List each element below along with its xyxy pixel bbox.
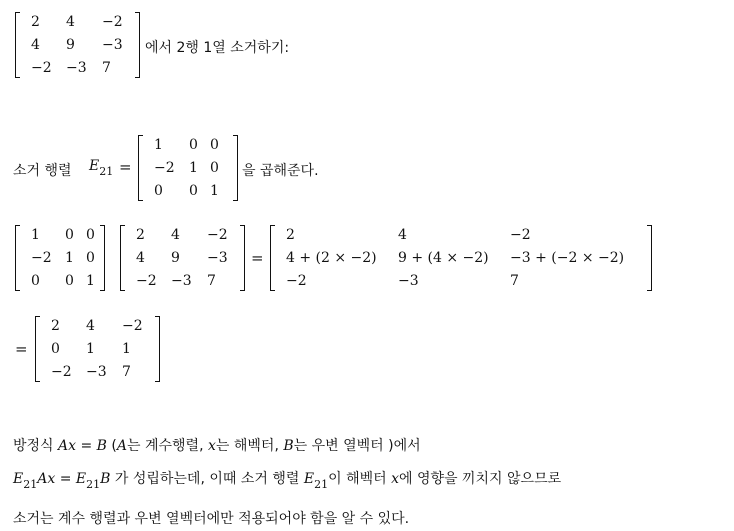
section1-caption: 에서 2행 1열 소거하기: xyxy=(145,40,290,56)
matrix-cell: 1 xyxy=(122,341,131,357)
matrix-cell: 9 xyxy=(171,250,180,266)
matrix-e21-definition xyxy=(138,135,238,201)
matrix-cell: −2 xyxy=(102,14,123,30)
matrix-e21-product xyxy=(15,225,105,291)
matrix-a-product xyxy=(120,225,245,291)
explanation-line-3: 소거는 계수 행렬과 우변 열벡터에만 적용되어야 함을 알 수 있다. xyxy=(13,511,410,527)
matrix-cell: 4 xyxy=(66,14,75,30)
right-bracket xyxy=(240,225,245,291)
explanation-line-1: 방정식 Ax = B (A는 계수행렬, x는 해벡터, B는 우변 열벡터 )에서 xyxy=(13,438,421,454)
matrix-cell: −3 xyxy=(86,364,107,380)
matrix-cell: −3 xyxy=(207,250,228,266)
left-bracket xyxy=(35,316,40,382)
matrix-cell: 1 xyxy=(86,341,95,357)
left-bracket xyxy=(120,225,125,291)
matrix-cell: 0 xyxy=(65,273,74,289)
explanation-line-2: $E_{21}Ax = E_{21}B$ 가 성립하는데, 이때 소거 행렬 $E_{21}$이 해벡터 x에 영향을 끼치지 않으므로 xyxy=(13,471,562,491)
matrix-cell: 0 xyxy=(31,273,40,289)
e21-symbol: $E_{21}$ xyxy=(89,158,114,178)
matrix-cell: 0 xyxy=(210,137,219,153)
matrix-result xyxy=(35,316,160,382)
matrix-cell: 4 xyxy=(31,37,40,53)
matrix-cell: 7 xyxy=(207,273,216,289)
matrix-cell: −2 xyxy=(286,273,307,289)
matrix-cell: 2 xyxy=(31,14,40,30)
matrix-cell: −3 xyxy=(398,273,419,289)
matrix-cell: 0 xyxy=(189,183,198,199)
left-bracket xyxy=(138,135,143,201)
matrix-cell: −2 xyxy=(136,273,157,289)
matrix-cell: 0 xyxy=(86,250,95,266)
matrix-cell: −2 xyxy=(207,227,228,243)
matrix-cell: 1 xyxy=(210,183,219,199)
equals-sign: = xyxy=(15,340,28,358)
matrix-cell: 0 xyxy=(51,341,60,357)
matrix-cell: −3 + (−2 × −2) xyxy=(510,250,625,266)
right-bracket xyxy=(647,225,652,291)
left-bracket xyxy=(270,225,275,291)
matrix-cell: −2 xyxy=(31,250,52,266)
right-bracket xyxy=(100,225,105,291)
matrix-cell: −2 xyxy=(122,318,143,334)
matrix-cell: −3 xyxy=(66,60,87,76)
matrix-cell: 4 xyxy=(171,227,180,243)
matrix-cell: 9 + (4 × −2) xyxy=(398,250,489,266)
matrix-cell: 2 xyxy=(51,318,60,334)
matrix-cell: 7 xyxy=(102,60,111,76)
matrix-expanded xyxy=(270,225,652,291)
left-bracket xyxy=(15,225,20,291)
matrix-cell: 1 xyxy=(31,227,40,243)
matrix-cell: 9 xyxy=(66,37,75,53)
right-bracket xyxy=(233,135,238,201)
matrix-cell: −3 xyxy=(102,37,123,53)
matrix-cell: −2 xyxy=(51,364,72,380)
left-bracket xyxy=(15,12,20,78)
matrix-cell: 0 xyxy=(86,227,95,243)
matrix-cell: 1 xyxy=(65,250,74,266)
matrix-cell: 7 xyxy=(510,273,519,289)
equals-sign: = xyxy=(119,158,132,176)
matrix-cell: 2 xyxy=(286,227,295,243)
matrix-cell: 7 xyxy=(122,364,131,380)
matrix-cell: 0 xyxy=(189,137,198,153)
matrix-cell: −2 xyxy=(510,227,531,243)
matrix-cell: 1 xyxy=(86,273,95,289)
matrix-cell: −3 xyxy=(171,273,192,289)
matrix-cell: 4 xyxy=(398,227,407,243)
matrix-cell: 0 xyxy=(154,183,163,199)
matrix-cell: 4 + (2 × −2) xyxy=(286,250,377,266)
matrix-cell: 4 xyxy=(86,318,95,334)
matrix-a-top xyxy=(15,12,140,78)
elimination-matrix-label: 소거 행렬 xyxy=(13,163,72,179)
right-bracket xyxy=(155,316,160,382)
matrix-cell: −2 xyxy=(154,160,175,176)
matrix-cell: 1 xyxy=(154,137,163,153)
matrix-cell: 0 xyxy=(210,160,219,176)
matrix-cell: 2 xyxy=(136,227,145,243)
matrix-cell: 1 xyxy=(189,160,198,176)
matrix-cell: 4 xyxy=(136,250,145,266)
equals-sign: = xyxy=(251,249,264,267)
matrix-cell: −2 xyxy=(31,60,52,76)
section2-caption: 을 곱해준다. xyxy=(242,163,319,179)
matrix-cell: 0 xyxy=(65,227,74,243)
right-bracket xyxy=(135,12,140,78)
